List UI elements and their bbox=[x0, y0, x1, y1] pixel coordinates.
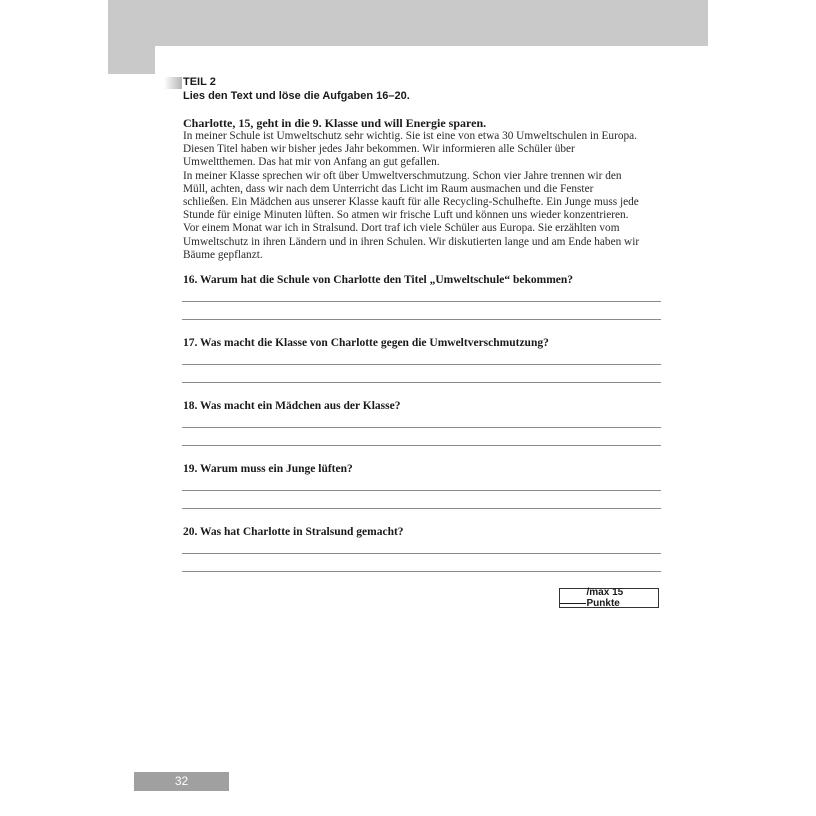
answer-line-18a[interactable] bbox=[182, 427, 661, 428]
answer-line-17a[interactable] bbox=[182, 364, 661, 365]
text-line: Müll, achten, dass wir nach dem Unterricht das Licht im Raum ausmachen und die Fenster bbox=[183, 182, 594, 195]
header-band-tab bbox=[108, 46, 155, 74]
answer-line-17b[interactable] bbox=[182, 382, 661, 383]
text-line: Stunde für einige Minuten lüften. So atmen wir frische Luft und können uns wieder konzentrieren. bbox=[183, 209, 629, 222]
text-line: Umweltschutz in ihren Ländern und in ihren Schulen. Wir diskutierten lange und am Ende haben wir bbox=[183, 235, 640, 248]
question-16: 16. Warum hat die Schule von Charlotte den Titel „Umweltschule“ bekommen? bbox=[183, 274, 574, 286]
text-line: Diesen Titel haben wir bisher jedes Jahr bekommen. Wir informieren alle Schüler über bbox=[183, 143, 575, 156]
score-box bbox=[559, 588, 659, 608]
text-line: Vor einem Monat war ich in Stralsund. Dort traf ich viele Schüler aus Europa. Sie erzählten vom bbox=[183, 222, 620, 235]
section-marker bbox=[164, 77, 182, 89]
header-band bbox=[108, 0, 708, 46]
text-line: Umweltthemen. Das hat mir von Anfang an gut gefallen. bbox=[183, 156, 440, 169]
question-19: 19. Warum muss ein Junge lüften? bbox=[183, 463, 353, 475]
answer-line-20b[interactable] bbox=[182, 571, 661, 572]
text-line: schließen. Ein Mädchen aus unserer Klasse kauft für alle Recycling-Schulhefte. Ein Junge muss jede bbox=[183, 196, 639, 209]
score-label: /max 15 Punkte bbox=[586, 587, 624, 609]
answer-line-19b[interactable] bbox=[182, 508, 661, 509]
question-17: 17. Was macht die Klasse von Charlotte gegen die Umweltverschmutzung? bbox=[183, 337, 549, 349]
answer-line-16a[interactable] bbox=[182, 301, 661, 302]
text-title: Charlotte, 15, geht in die 9. Klasse und will Energie sparen. bbox=[183, 116, 487, 130]
text-line: Bäume gepflanzt. bbox=[183, 248, 263, 261]
answer-line-19a[interactable] bbox=[182, 490, 661, 491]
text-body bbox=[183, 130, 673, 262]
question-20: 20. Was hat Charlotte in Stralsund gemacht? bbox=[183, 526, 404, 538]
score-blank[interactable] bbox=[560, 592, 586, 604]
section-instruction: Lies den Text und löse die Aufgaben 16–20. bbox=[183, 90, 410, 102]
text-line: In meiner Klasse sprechen wir oft über Umweltverschmutzung. Schon vier Jahre trennen wir den bbox=[183, 169, 622, 182]
page-number: 32 bbox=[134, 772, 229, 791]
text-line: In meiner Schule ist Umweltschutz sehr wichtig. Sie ist eine von etwa 30 Umweltschulen in Europa. bbox=[183, 130, 637, 142]
answer-line-18b[interactable] bbox=[182, 445, 661, 446]
question-18: 18. Was macht ein Mädchen aus der Klasse? bbox=[183, 400, 401, 412]
answer-line-16b[interactable] bbox=[182, 319, 661, 320]
answer-line-20a[interactable] bbox=[182, 553, 661, 554]
section-label: TEIL 2 bbox=[183, 76, 216, 88]
